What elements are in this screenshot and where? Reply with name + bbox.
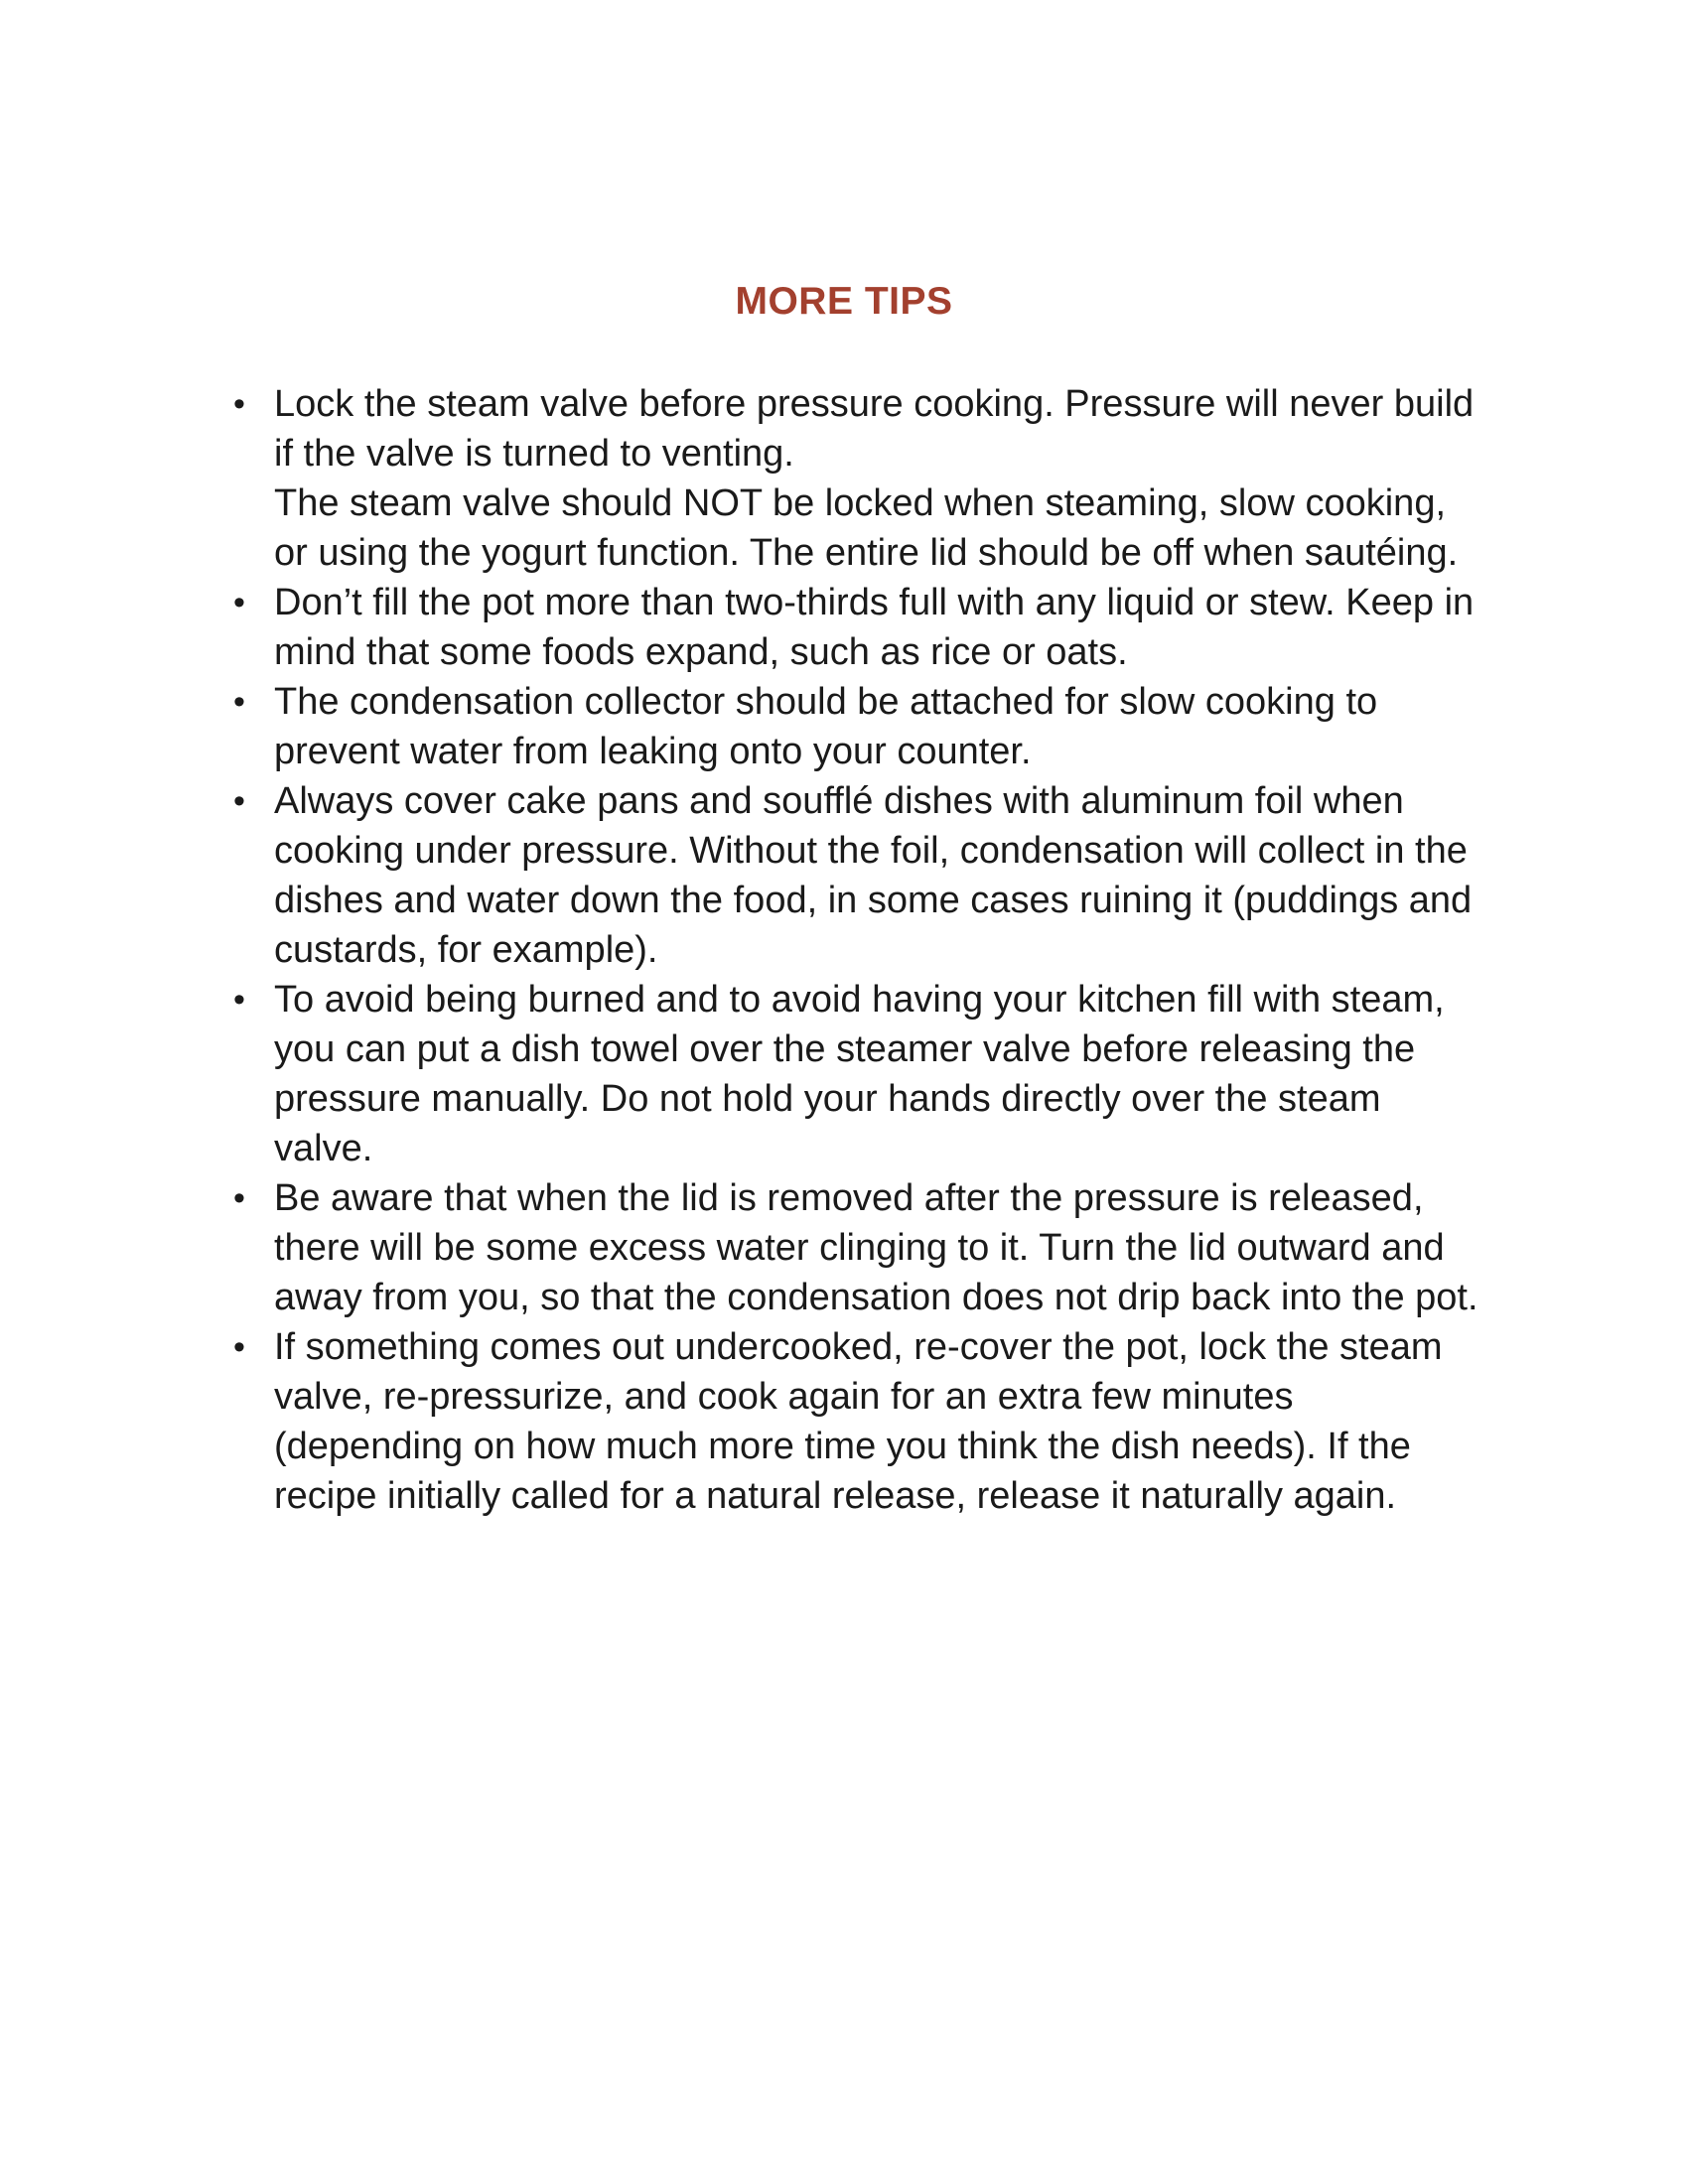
tips-list xyxy=(233,379,1485,1521)
list-item xyxy=(233,1322,1485,1521)
tip-text: If something comes out undercooked, re-cover the pot, lock the steam valve, re-pressurize, and cook again for an extra few minutes (depending on how much more time you think the dish needs). If the recipe initially called for a natural release, release it naturally again. xyxy=(274,1326,1443,1517)
list-item xyxy=(233,379,1485,578)
bullet-icon: • xyxy=(233,981,245,1019)
bullet-icon: • xyxy=(233,1328,245,1366)
bullet-icon: • xyxy=(233,584,245,621)
tip-text: The condensation collector should be attached for slow cooking to prevent water from leaking onto your counter. xyxy=(274,681,1378,772)
tip-text: To avoid being burned and to avoid having your kitchen fill with steam, you can put a dish towel over the steamer valve before releasing the pressure manually. Do not hold your hands directly over the steam valve. xyxy=(274,979,1445,1169)
tip-text: Don’t fill the pot more than two-thirds full with any liquid or stew. Keep in mind that some foods expand, such as rice or oats. xyxy=(274,582,1475,673)
tip-text: Always cover cake pans and soufflé dishes with aluminum foil when cooking under pressure. Without the foil, condensation will collect in the dishes and water down the food, in some cases ruining it (puddings and custards, for example). xyxy=(274,780,1473,971)
tip-text: Be aware that when the lid is removed after the pressure is released, there will be some excess water clinging to it. Turn the lid outward and away from you, so that the condensation does not drip back into the pot. xyxy=(274,1177,1478,1318)
tip-text: Lock the steam valve before pressure cooking. Pressure will never build if the valve is turned to venting. xyxy=(274,383,1475,475)
list-item xyxy=(233,677,1485,776)
bullet-icon: • xyxy=(233,385,245,423)
bullet-icon: • xyxy=(233,683,245,721)
list-item xyxy=(233,776,1485,975)
tip-note: The steam valve should NOT be locked when steaming, slow cooking, or using the yogurt function. The entire lid should be off when sautéing. xyxy=(274,482,1459,574)
list-item xyxy=(233,578,1485,677)
page-title: MORE TIPS xyxy=(735,280,953,323)
bullet-icon: • xyxy=(233,782,245,820)
bullet-icon: • xyxy=(233,1179,245,1217)
list-item xyxy=(233,975,1485,1173)
list-item xyxy=(233,1173,1485,1322)
